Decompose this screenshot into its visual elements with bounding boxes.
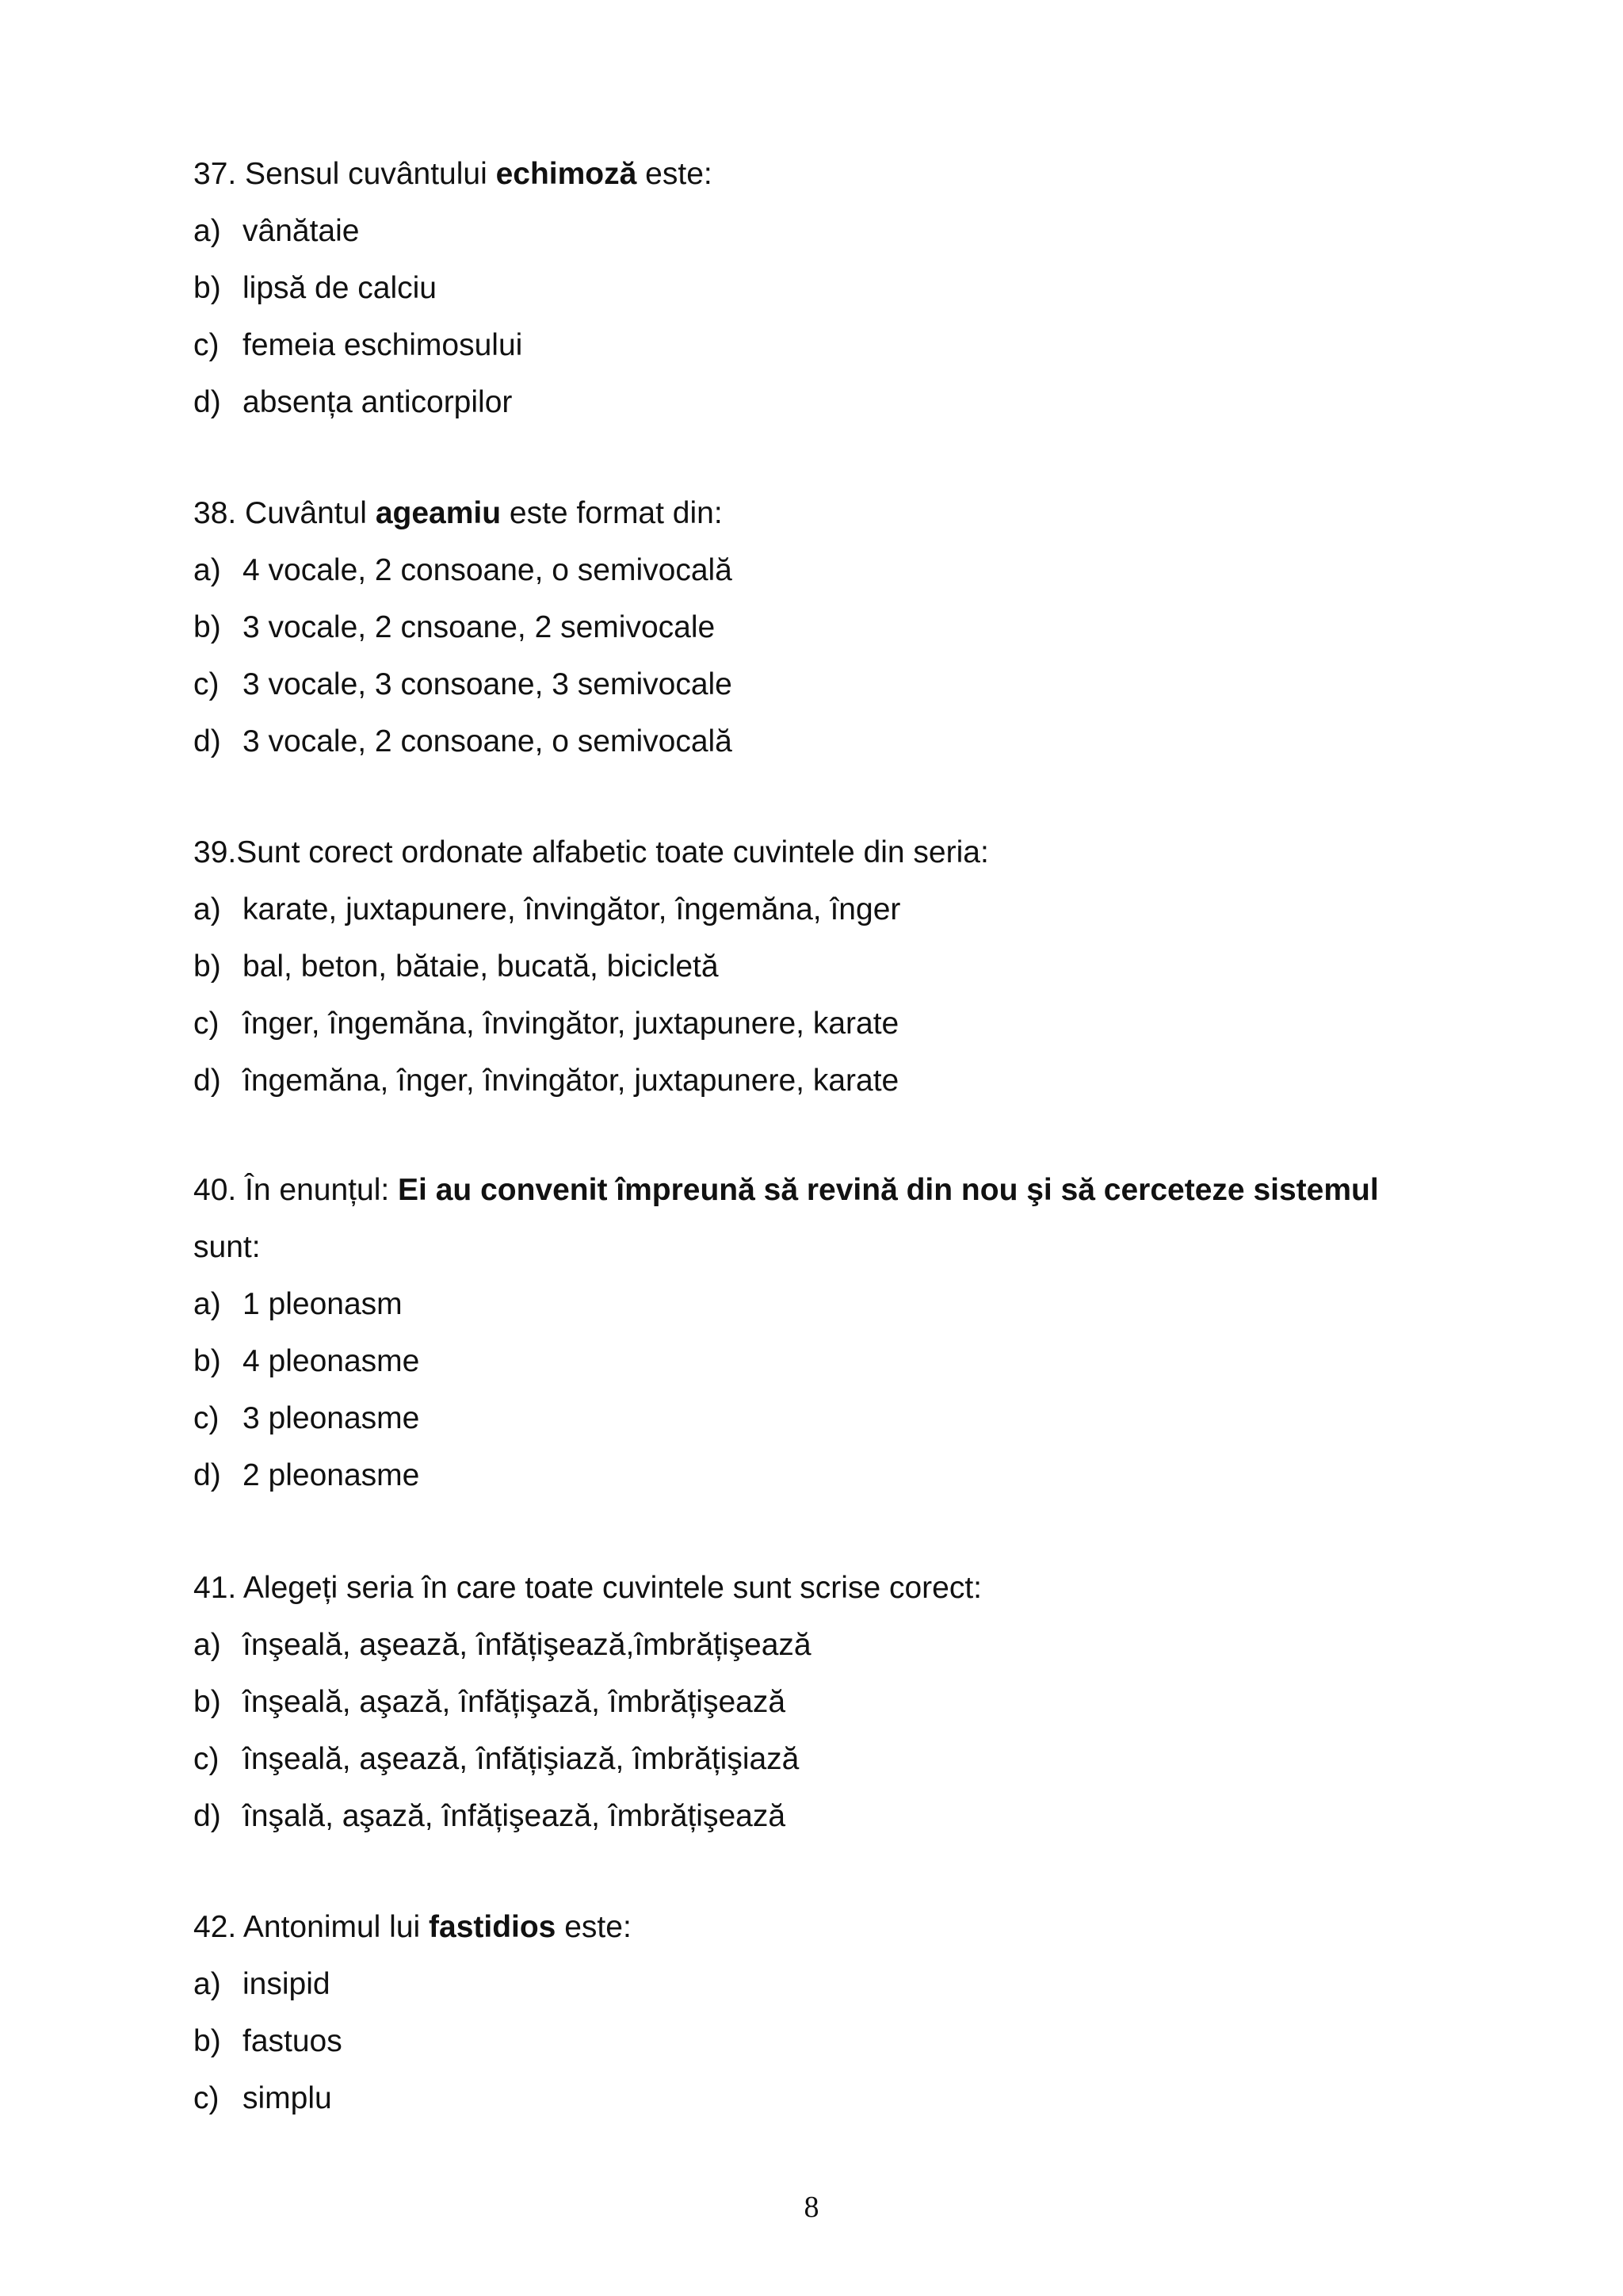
stem-keyword: ageamiu (375, 496, 502, 530)
question-stem (193, 146, 1477, 203)
option-text: karate, juxtapunere, învingător, îngemăna, înger (242, 892, 901, 926)
question-38 (193, 485, 1477, 770)
option-letter: b) (193, 1685, 221, 1719)
option-letter: c) (193, 2081, 220, 2115)
question-39 (193, 824, 1477, 1110)
answer-option-b (193, 2013, 1477, 2070)
option-letter: b) (193, 610, 221, 644)
stem-text: 41. Alegeți seria în care toate cuvintele sunt scrise corect: (193, 1571, 983, 1605)
answer-option-c (193, 656, 1477, 713)
option-text: bal, beton, bătaie, bucată, bicicletă (242, 949, 719, 984)
option-text: înger, îngemăna, învingător, juxtapunere, karate (242, 1007, 899, 1041)
option-text: 4 vocale, 2 consoane, o semivocală (242, 553, 732, 587)
option-letter: b) (193, 2024, 221, 2058)
stem-text: 40. În enunțul: (193, 1173, 399, 1207)
question-42 (193, 1899, 1477, 2127)
answer-option-a (193, 1956, 1477, 2013)
answer-option-d (193, 1052, 1477, 1110)
option-text: 3 vocale, 2 cnsoane, 2 semivocale (242, 610, 716, 644)
question-stem (193, 1560, 1477, 1617)
option-letter: c) (193, 328, 220, 362)
answer-option-a (193, 881, 1477, 938)
option-letter: a) (193, 214, 221, 248)
option-letter: c) (193, 1401, 220, 1435)
answer-option-b (193, 1674, 1477, 1731)
stem-keyword: fastidios (429, 1910, 556, 1944)
option-text: 4 pleonasme (242, 1344, 420, 1378)
page-number: 8 (804, 2191, 819, 2224)
option-letter: d) (193, 724, 221, 758)
option-letter: d) (193, 385, 221, 419)
option-text: simplu (242, 2081, 332, 2115)
question-stem (193, 485, 1477, 542)
answer-option-c (193, 317, 1477, 374)
option-letter: c) (193, 1007, 220, 1041)
option-text: 2 pleonasme (242, 1458, 420, 1492)
option-text: femeia eschimosului (242, 328, 523, 362)
question-stem-continuation: sunt: (193, 1230, 261, 1264)
answer-option-d (193, 1447, 1477, 1504)
answer-option-c (193, 1390, 1477, 1447)
option-text: înşeală, aşează, înfățişiază, îmbrățişiază (242, 1742, 800, 1776)
stem-text: 39.Sunt corect ordonate alfabetic toate cuvintele din seria: (193, 835, 989, 869)
answer-option-c (193, 2070, 1477, 2127)
option-text: 3 vocale, 2 consoane, o semivocală (242, 724, 732, 758)
option-letter: a) (193, 553, 221, 587)
option-letter: b) (193, 949, 221, 984)
stem-keyword: echimoză (495, 157, 637, 191)
stem-text: 42. Antonimul lui (193, 1910, 430, 1944)
option-text: vânătaie (242, 214, 360, 248)
option-text: înşeală, aşază, înfățişază, îmbrățişează (242, 1685, 786, 1719)
question-stem (193, 824, 1477, 881)
option-letter: b) (193, 1344, 221, 1378)
answer-option-d (193, 374, 1477, 431)
question-41 (193, 1560, 1477, 1845)
stem-text: este: (556, 1910, 632, 1944)
question-stem (193, 1899, 1477, 1956)
option-letter: d) (193, 1064, 221, 1098)
option-letter: a) (193, 1287, 221, 1321)
option-text: înşeală, aşează, înfățişează,îmbrățişează (242, 1628, 812, 1662)
option-text: îngemăna, înger, învingător, juxtapunere, karate (242, 1064, 899, 1098)
answer-option-b (193, 260, 1477, 317)
question-stem (193, 1162, 1477, 1219)
option-text: 3 pleonasme (242, 1401, 420, 1435)
stem-text: este: (636, 157, 712, 191)
option-text: 1 pleonasm (242, 1287, 403, 1321)
option-letter: a) (193, 1967, 221, 2001)
stem-text: 37. Sensul cuvântului (193, 157, 496, 191)
answer-option-d (193, 1788, 1477, 1845)
answer-option-a (193, 203, 1477, 260)
answer-option-b (193, 1333, 1477, 1390)
stem-text: este format din: (501, 496, 723, 530)
answer-option-a (193, 542, 1477, 599)
answer-option-c (193, 1731, 1477, 1788)
option-letter: a) (193, 1628, 221, 1662)
option-letter: c) (193, 667, 220, 701)
answer-option-c (193, 995, 1477, 1052)
stem-sentence: Ei au convenit împreună să revină din nou şi să cerceteze sistemul (398, 1173, 1379, 1207)
answer-option-b (193, 599, 1477, 656)
answer-option-a (193, 1276, 1477, 1333)
question-37 (193, 146, 1477, 431)
option-letter: d) (193, 1799, 221, 1833)
option-letter: a) (193, 892, 221, 926)
option-letter: d) (193, 1458, 221, 1492)
answer-option-a (193, 1617, 1477, 1674)
option-text: absența anticorpilor (242, 385, 513, 419)
option-letter: c) (193, 1742, 220, 1776)
answer-option-d (193, 713, 1477, 770)
stem-text: 38. Cuvântul (193, 496, 376, 530)
option-text: fastuos (242, 2024, 342, 2058)
option-text: insipid (242, 1967, 330, 2001)
option-text: lipsă de calciu (242, 271, 437, 305)
option-text: înşală, aşază, înfățişează, îmbrățişează (242, 1799, 786, 1833)
question-40 (193, 1162, 1477, 1504)
option-letter: b) (193, 271, 221, 305)
answer-option-b (193, 938, 1477, 995)
option-text: 3 vocale, 3 consoane, 3 semivocale (242, 667, 732, 701)
